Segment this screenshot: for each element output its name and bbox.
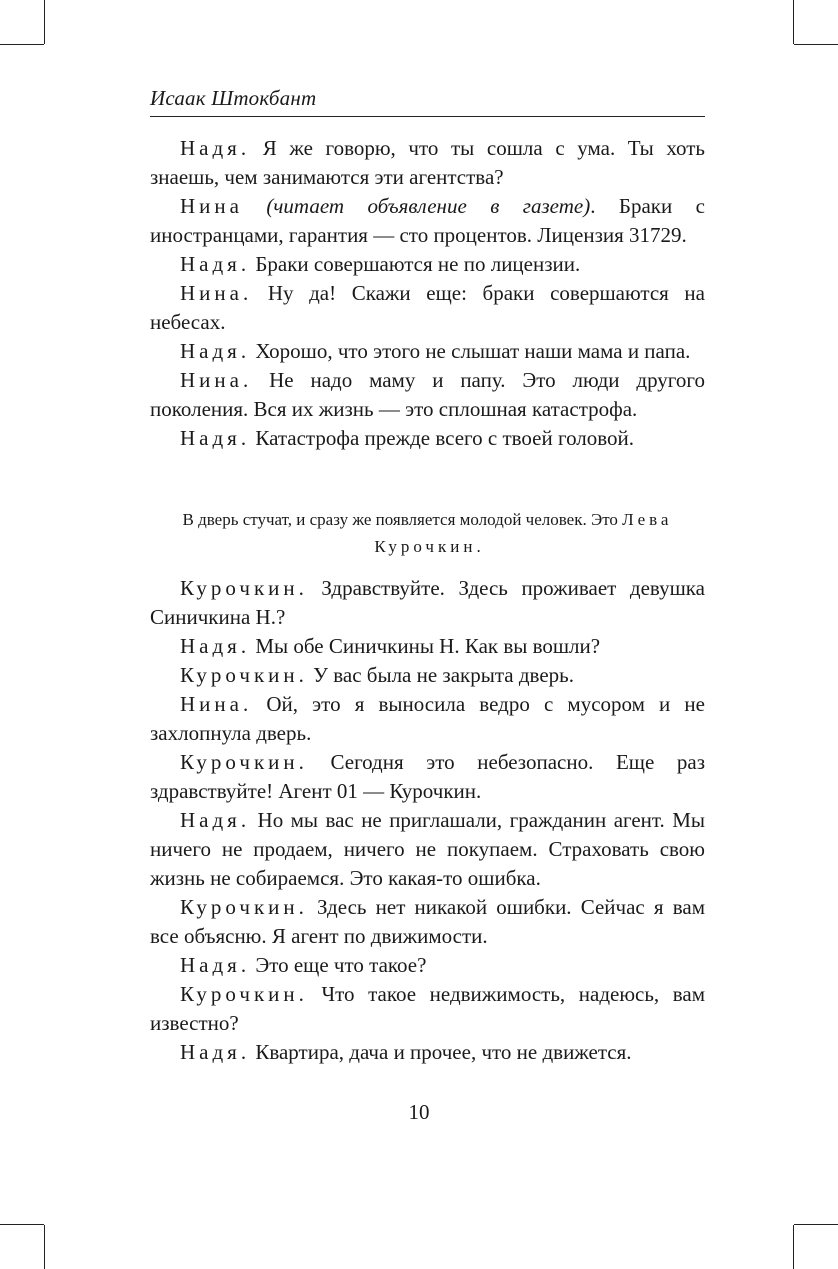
dialogue-line [150,424,705,453]
dialogue-line [150,661,705,690]
crop-mark-bottom-left-h [0,1224,44,1225]
dialogue-line [150,574,705,632]
stage-text-end: . [476,537,481,556]
dialogue-line [150,748,705,806]
speaker-name: Нина. [180,368,253,392]
speaker-name: Курочкин. [180,576,308,600]
dialogue-line [150,250,705,279]
dialogue-line [150,337,705,366]
line-text: Здесь нет никакой ошибки. Сейчас я вам все объясню. Я агент по движимости. [150,895,705,948]
crop-mark-top-right-h [794,44,838,45]
dialogue-line [150,690,705,748]
header-rule [150,116,705,117]
line-text: Это еще что такое? [250,953,427,977]
dialogue-line [150,632,705,661]
speaker-name: Надя. [180,634,251,658]
speaker-name: Курочкин. [180,895,308,919]
dialogue-line [150,366,705,424]
crop-mark-bottom-right-v [793,1225,794,1269]
dialogue-line [150,192,705,250]
stage-direction-text [150,506,705,560]
speaker-name: Курочкин. [180,982,308,1006]
line-text: Но мы вас не приглашали, гражданин агент. Мы ничего не продаем, ничего не покупаем. Страховать свою жизнь не собираемся. Это какая-то ошибка. [150,808,705,890]
line-text: Что такое недвижимость, надеюсь, вам известно? [150,982,705,1035]
line-text: Браки совершаются не по лицензии. [250,252,581,276]
crop-mark-top-right-v [793,0,794,44]
dialogue-line [150,1038,705,1067]
line-text: Не надо маму и папу. Это люди другого поколения. Вся их жизнь — это сплошная катастрофа. [150,368,705,421]
stage-direction-block [150,506,705,560]
speaker-name: Курочкин. [180,663,308,687]
dialogue-line [150,806,705,893]
speaker-name: Нина. [180,692,253,716]
speaker-name: Курочкин. [180,750,308,774]
stage-character-name: Лева Курочкин [374,510,673,556]
speaker-name: Надя. [180,339,251,363]
dialogue-line [150,893,705,951]
line-text: Здравствуйте. Здесь проживает девушка Синичкина Н.? [150,576,705,629]
speaker-name: Надя. [180,252,251,276]
speaker-name: Надя. [180,808,251,832]
crop-mark-bottom-left-v [44,1225,45,1269]
line-text: Катастрофа прежде всего с твоей головой. [250,426,635,450]
crop-mark-top-left-v [44,0,45,44]
line-text: . Браки с иностранцами, гарантия — сто процентов. Лицензия 31729. [150,194,705,247]
dialogue-line [150,279,705,337]
dialogue-line [150,134,705,192]
line-text: Я же говорю, что ты сошла с ума. Ты хоть знаешь, чем занимаются эти агентства? [150,136,705,189]
dialogue-block-2 [150,574,705,1067]
line-text: Квартира, дача и прочее, что не движется. [250,1040,632,1064]
speaker-name: Надя. [180,1040,251,1064]
line-text: Ой, это я выносила ведро с мусором и не захлопнула дверь. [150,692,705,745]
dialogue-line [150,951,705,980]
running-head: Исаак Штокбант [150,86,317,110]
speaker-name: Надя. [180,136,251,160]
speaker-name: Надя. [180,953,251,977]
dialogue-block-1 [150,134,705,453]
dialogue-line [150,980,705,1038]
line-text: Ну да! Скажи еще: браки совершаются на небесах. [150,281,705,334]
crop-mark-bottom-right-h [794,1224,838,1225]
line-text: Сегодня это небезопасно. Еще раз здравствуйте! Агент 01 — Курочкин. [150,750,705,803]
page-number: 10 [408,1100,430,1124]
speaker-name: Надя. [180,426,251,450]
crop-mark-top-left-h [0,44,44,45]
line-text: У вас была не закрыта дверь. [307,663,574,687]
stage-direction: (читает объявление в газете) [242,194,591,218]
line-text: Мы обе Синичкины Н. Как вы вошли? [250,634,601,658]
stage-text: В дверь стучат, и сразу же появляется молодой человек. Это [182,510,623,529]
speaker-name: Нина. [180,281,253,305]
line-text: Хорошо, что этого не слышат наши мама и папа. [250,339,691,363]
speaker-name: Нина [180,194,243,218]
